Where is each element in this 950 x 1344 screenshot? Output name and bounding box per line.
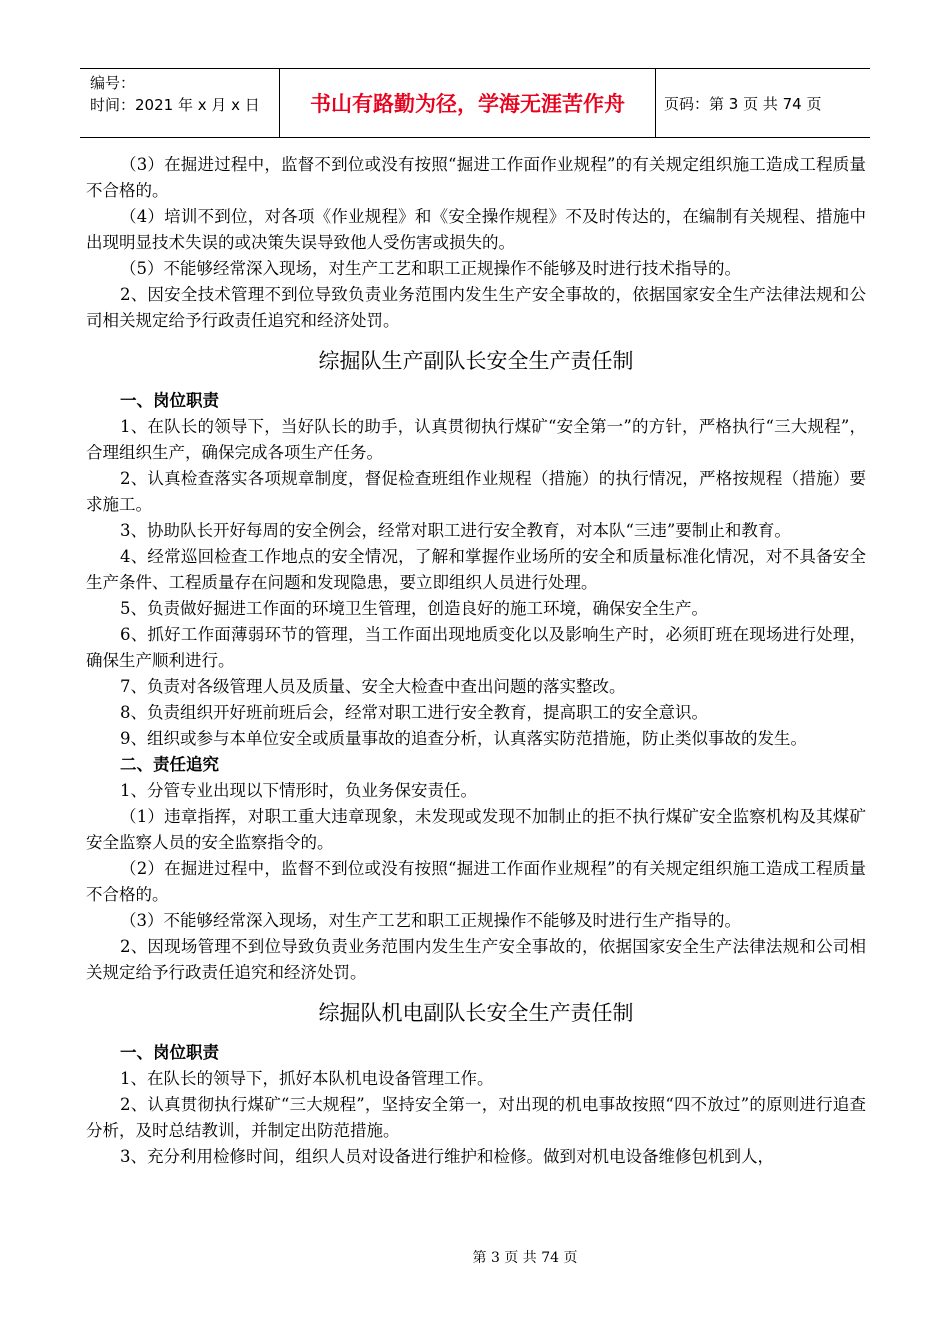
paragraph: 8、负责组织开好班前班后会，经常对职工进行安全教育，提高职工的安全意识。	[120, 703, 708, 722]
time-label: 时间：2021 年 x 月 x 日	[90, 96, 260, 114]
paragraph: 2、认真贯彻执行煤矿“三大规程”，坚持安全第一，对出现的机电事故按照“四不放过”的原则进行追查分析，及时总结教训，并制定出防范措施。	[86, 1095, 866, 1140]
paragraph: （4）培训不到位，对各项《作业规程》和《安全操作规程》不及时传达的，在编制有关规程、措施中出现明显技术失误的或决策失误导致他人受伤害或损失的。	[86, 207, 866, 252]
paragraph: （2）在掘进过程中，监督不到位或没有按照“掘进工作面作业规程”的有关规定组织施工造成工程质量不合格的。	[86, 859, 866, 904]
paragraph: 2、认真检查落实各项规章制度，督促检查班组作业规程（措施）的执行情况，严格按规程（措施）要求施工。	[86, 469, 866, 514]
paragraph: 7、负责对各级管理人员及质量、安全大检查中查出问题的落实整改。	[120, 677, 626, 696]
section-title: 综掘队机电副队长安全生产责任制	[318, 1001, 634, 1025]
header-motto: 书山有路勤为径，学海无涯苦作舟	[280, 69, 656, 137]
header-meta	[80, 69, 280, 137]
paragraph: （5）不能够经常深入现场，对生产工艺和职工正规操作不能够及时进行技术指导的。	[120, 259, 741, 278]
paragraph: 4、经常巡回检查工作地点的安全情况，了解和掌握作业场所的安全和质量标准化情况，对不具备安全生产条件、工程质量存在问题和发现隐患，要立即组织人员进行处理。	[86, 547, 866, 592]
code-label: 编号：	[90, 74, 136, 92]
paragraph: 1、在队长的领导下，当好队长的助手，认真贯彻执行煤矿“安全第一”的方针，严格执行“三大规程”，合理组织生产，确保完成各项生产任务。	[86, 417, 866, 462]
paragraph: 3、协助队长开好每周的安全例会，经常对职工进行安全教育，对本队“三违”要制止和教育。	[120, 521, 791, 540]
section-title: 综掘队生产副队长安全生产责任制	[318, 349, 634, 373]
paragraph: 2、因现场管理不到位导致负责业务范围内发生生产安全事故的，依据国家安全生产法律法规和公司相关规定给予行政责任追究和经济处罚。	[86, 937, 866, 982]
subsection-heading: 二、责任追究	[120, 755, 219, 774]
page-header	[80, 68, 870, 138]
paragraph: （3）在掘进过程中，监督不到位或没有按照“掘进工作面作业规程”的有关规定组织施工造成工程质量不合格的。	[86, 155, 866, 200]
paragraph: 3、充分利用检修时间，组织人员对设备进行维护和检修。做到对机电设备维修包机到人，	[120, 1147, 774, 1166]
paragraph: 2、因安全技术管理不到位导致负责业务范围内发生生产安全事故的，依据国家安全生产法律法规和公司相关规定给予行政责任追究和经济处罚。	[86, 285, 866, 330]
document-body	[86, 152, 866, 1170]
subsection-heading: 一、岗位职责	[120, 391, 219, 410]
page-footer	[0, 1247, 950, 1267]
paragraph: （1）违章指挥，对职工重大违章现象，未发现或发现不加制止的拒不执行煤矿安全监察机构及其煤矿安全监察人员的安全监察指令的。	[86, 807, 866, 852]
paragraph: 5、负责做好掘进工作面的环境卫生管理，创造良好的施工环境，确保安全生产。	[120, 599, 708, 618]
paragraph: （3）不能够经常深入现场，对生产工艺和职工正规操作不能够及时进行生产指导的。	[120, 911, 741, 930]
paragraph: 1、在队长的领导下，抓好本队机电设备管理工作。	[120, 1069, 494, 1088]
header-page-label: 页码：第 3 页 共 74 页	[664, 94, 822, 113]
paragraph: 6、抓好工作面薄弱环节的管理，当工作面出现地质变化以及影响生产时，必须盯班在现场进行处理，确保生产顺利进行。	[86, 625, 866, 670]
footer-page-number: 第 3 页 共 74 页	[472, 1250, 578, 1266]
subsection-heading: 一、岗位职责	[120, 1043, 219, 1062]
paragraph: 1、分管专业出现以下情形时，负业务保安责任。	[120, 781, 477, 800]
paragraph: 9、组织或参与本单位安全或质量事故的追查分析，认真落实防范措施，防止类似事故的发生。	[120, 729, 807, 748]
